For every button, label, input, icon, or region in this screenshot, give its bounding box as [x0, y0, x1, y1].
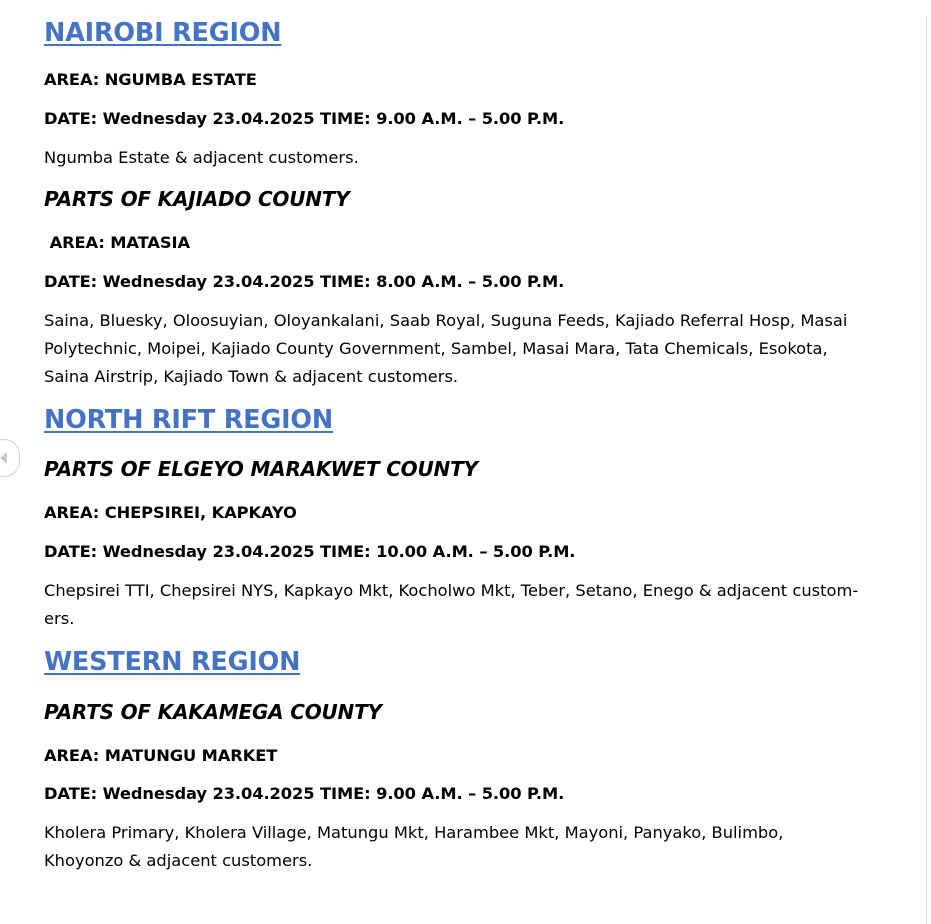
affected-areas-matungu-line-2: Khoyonzo & adjacent customers. — [44, 851, 313, 870]
region-heading-north-rift[interactable]: NORTH RIFT REGION — [44, 405, 334, 435]
county-heading-kajiado: PARTS OF KAJIADO COUNTY — [44, 187, 350, 211]
affected-areas-ngumba: Ngumba Estate & adjacent customers. — [44, 148, 359, 167]
page-edge-divider — [926, 16, 927, 924]
affected-areas-matasia-line-1: Saina, Bluesky, Oloosuyian, Oloyankalani, Saab Royal, Suguna Feeds, Kajiado Referral Hosp, Masai — [44, 311, 848, 330]
affected-areas-matungu-line-1: Kholera Primary, Kholera Village, Matungu Mkt, Harambee Mkt, Mayoni, Panyako, Bulimbo, — [44, 823, 784, 842]
region-heading-western[interactable]: WESTERN REGION — [44, 647, 301, 677]
date-time-line-chepsirei: DATE: Wednesday 23.04.2025 TIME: 10.00 A.M. – 5.00 P.M. — [44, 542, 576, 561]
affected-areas-chepsirei-line-1: Chepsirei TTI, Chepsirei NYS, Kapkayo Mkt, Kocholwo Mkt, Teber, Setano, Enego & adjacent custom- — [44, 581, 859, 600]
region-heading-nairobi[interactable]: NAIROBI REGION — [44, 18, 282, 48]
date-time-line-matasia: DATE: Wednesday 23.04.2025 TIME: 8.00 A.M. – 5.00 P.M. — [44, 272, 565, 291]
area-line-ngumba: AREA: NGUMBA ESTATE — [44, 70, 257, 89]
date-time-line-ngumba: DATE: Wednesday 23.04.2025 TIME: 9.00 A.M. – 5.00 P.M. — [44, 109, 565, 128]
county-heading-elgeyo-marakwet: PARTS OF ELGEYO MARAKWET COUNTY — [44, 457, 478, 481]
affected-areas-matasia-line-2: Polytechnic, Moipei, Kajiado County Government, Sambel, Masai Mara, Tata Chemicals, Esokota, — [44, 339, 828, 358]
area-line-matasia: AREA: MATASIA — [44, 233, 190, 252]
chevron-left-icon — [0, 452, 7, 464]
affected-areas-matasia-line-3: Saina Airstrip, Kajiado Town & adjacent customers. — [44, 367, 459, 386]
area-line-chepsirei: AREA: CHEPSIREI, KAPKAYO — [44, 503, 297, 522]
county-heading-kakamega: PARTS OF KAKAMEGA COUNTY — [44, 700, 382, 724]
side-panel-toggle[interactable] — [0, 439, 20, 477]
affected-areas-chepsirei-line-2: ers. — [44, 609, 75, 628]
area-line-matungu: AREA: MATUNGU MARKET — [44, 746, 278, 765]
date-time-line-matungu: DATE: Wednesday 23.04.2025 TIME: 9.00 A.M. – 5.00 P.M. — [44, 784, 565, 803]
